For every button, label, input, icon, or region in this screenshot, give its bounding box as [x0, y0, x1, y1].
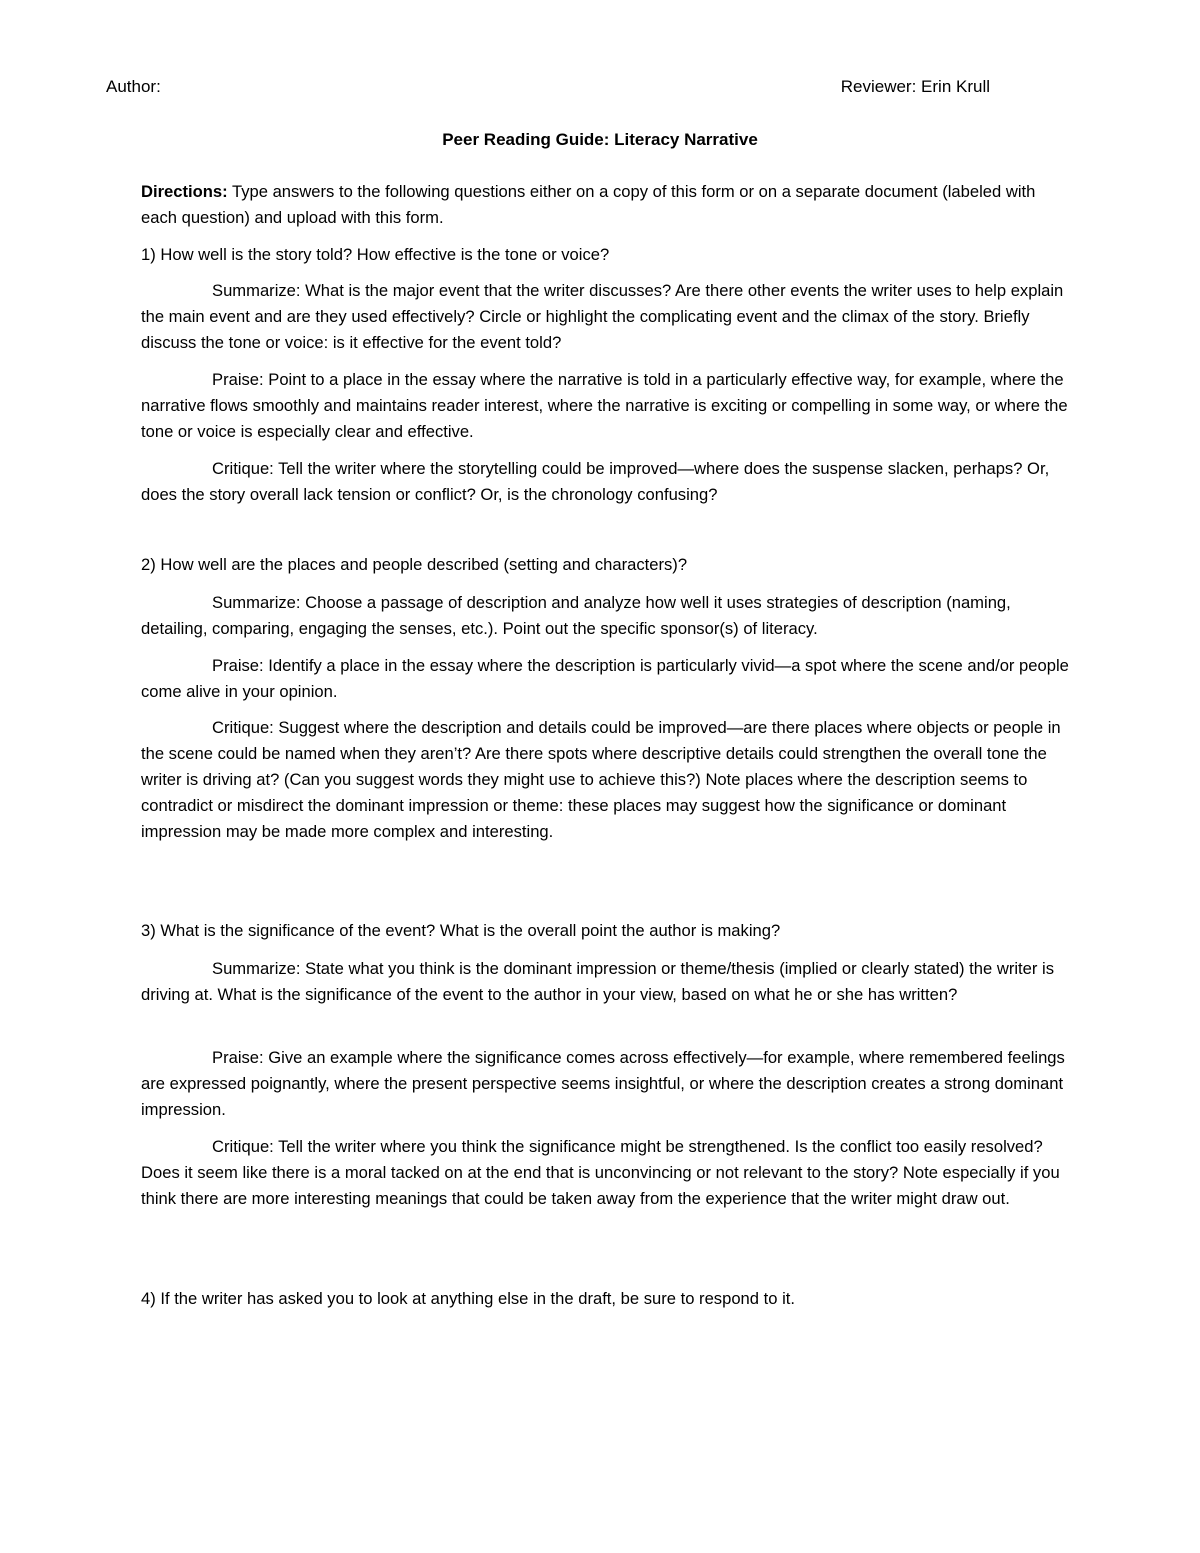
- directions-label: Directions:: [141, 182, 228, 201]
- question-2: 2) How well are the places and people described (setting and characters)?: [141, 555, 688, 574]
- question-3-summarize: Summarize: State what you think is the dominant impression or theme/thesis (implied or clearly stated) the writer is driving at. What is the significance of the event to the author in your view, based on what he or she has written?: [141, 959, 1055, 1004]
- page-title: Peer Reading Guide: Literacy Narrative: [442, 130, 758, 149]
- question-3-critique: Critique: Tell the writer where you think the significance might be strengthened. Is the conflict too easily resolved? Does it seem like there is a moral tacked on at the end that is unconvincing or not relevant to the story? Note especially if you think there are more interesting meanings that could be taken away from the experience that the writer might draw out.: [141, 1137, 1060, 1208]
- question-2-praise: Praise: Identify a place in the essay where the description is particularly vivid—a spot where the scene and/or people come alive in your opinion.: [141, 656, 1069, 701]
- question-1-summarize: Summarize: What is the major event that the writer discusses? Are there other events the writer uses to help explain the main event and are they used effectively? Circle or highlight the complicating event and the climax of the story. Briefly discuss the tone or voice: is it effective for the event told?: [141, 281, 1064, 352]
- question-4: 4) If the writer has asked you to look at anything else in the draft, be sure to respond to it.: [141, 1289, 795, 1308]
- reviewer-label: Reviewer: Erin Krull: [840, 77, 990, 96]
- author-label: Author:: [106, 77, 161, 96]
- question-1: 1) How well is the story told? How effective is the tone or voice?: [141, 245, 610, 264]
- directions-text: Type answers to the following questions either on a copy of this form or on a separate document (labeled with each question) and upload with this form.: [141, 182, 1036, 227]
- question-1-praise: Praise: Point to a place in the essay where the narrative is told in a particularly effective way, for example, where the narrative flows smoothly and maintains reader interest, where the narrative is exciting or compelling in some way, or where the tone or voice is especially clear and effective.: [141, 370, 1068, 441]
- question-1-critique: Critique: Tell the writer where the storytelling could be improved—where does the suspense slacken, perhaps? Or, does the story overall lack tension or conflict? Or, is the chronology confusing?: [141, 459, 1050, 504]
- question-2-summarize: Summarize: Choose a passage of description and analyze how well it uses strategies of description (naming, detailing, comparing, engaging the senses, etc.). Point out the specific sponsor(s) of literacy.: [141, 593, 1011, 638]
- header-row: [106, 74, 990, 100]
- question-3-praise: Praise: Give an example where the significance comes across effectively—for example, where remembered feelings are expressed poignantly, where the present perspective seems insightful, or where the description creates a strong dominant impression.: [141, 1048, 1065, 1119]
- directions-paragraph: [141, 179, 1071, 231]
- question-2-critique: Critique: Suggest where the description and details could be improved—are there places where objects or people in the scene could be named when they aren’t? Are there spots where descriptive details could strengthen the overall tone the writer is driving at? (Can you suggest words they might use to achieve this?) Note places where the description seems to contradict or misdirect the dominant impression or theme: these places may suggest how the significance or dominant impression may be made more complex and interesting.: [141, 718, 1061, 841]
- question-3: 3) What is the significance of the event? What is the overall point the author is making?: [141, 921, 781, 940]
